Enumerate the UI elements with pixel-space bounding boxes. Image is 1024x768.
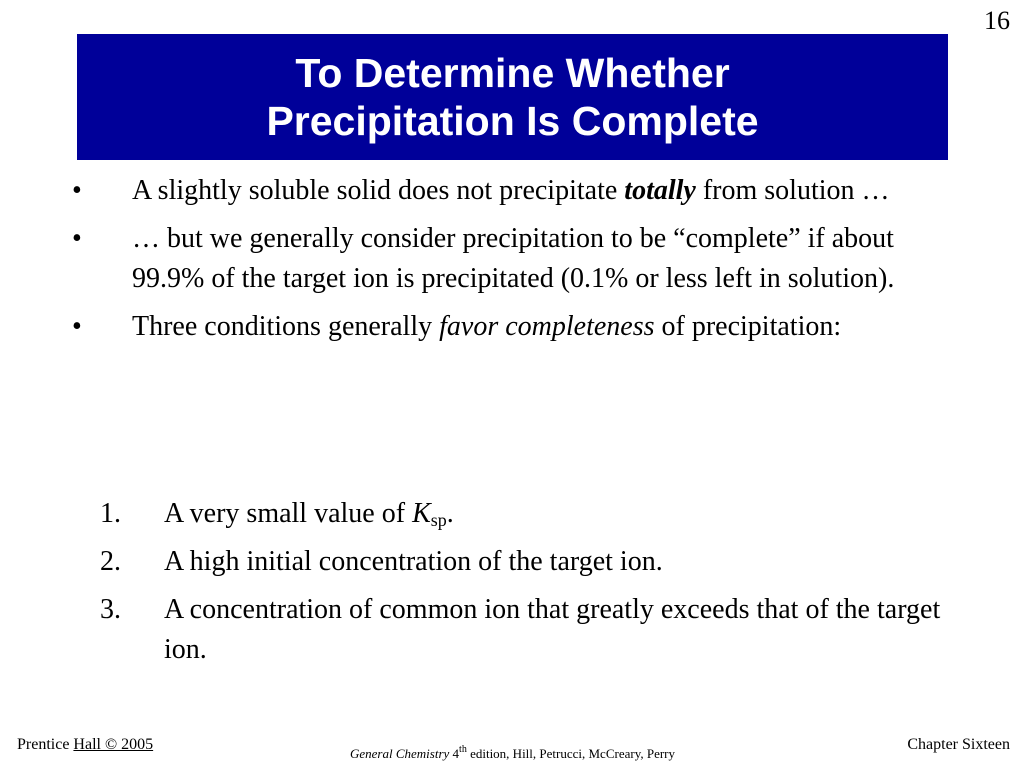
item-text-pre: A very small value of [164,498,413,529]
numbered-item [100,542,960,582]
footer-edition-suffix: th [459,744,467,755]
footer-publisher [17,736,153,754]
item-number: 2. [100,546,121,577]
bullet-emphasis: totally [624,175,696,206]
bullet-item [70,171,950,211]
slide-number: 16 [984,6,1010,35]
item-text: A high initial concentration of the target ion. [164,546,663,577]
footer-chapter: Chapter Sixteen [907,736,1010,753]
bullet-marker: • [72,223,82,254]
ksp-symbol: K [412,498,431,529]
item-number: 1. [100,498,121,529]
bullet-text-post: from solution … [695,175,890,206]
numbered-item [100,590,960,670]
bullet-item [70,219,950,299]
bullet-item [70,307,950,347]
item-text: A concentration of common ion that greatly exceeds that of the target ion. [164,594,941,665]
footer-book-title: General Chemistry [350,746,450,761]
footer-authors: edition, Hill, Petrucci, McCreary, Perry [466,746,676,761]
footer-copyright: Hall © 2005 [73,736,154,753]
item-text-post: . [446,498,454,529]
title-banner [77,34,948,160]
ksp-subscript: sp [430,510,447,530]
numbered-list [100,494,960,678]
bullet-list [70,171,950,355]
bullet-marker: • [72,175,82,206]
item-number: 3. [100,594,121,625]
bullet-text: … but we generally consider precipitation to be “complete” if about 99.9% of the target ion is precipitated (0.1% or less left in solution). [132,223,895,294]
numbered-item [100,494,960,534]
bullet-text [132,171,950,211]
footer-book-info [350,746,675,762]
bullet-text-post: of precipitation: [654,311,842,342]
bullet-text-pre: Three conditions generally [132,311,440,342]
footer-edition-number: 4 [449,746,460,761]
bullet-marker: • [72,311,82,342]
footer-publisher-pre: Prentice [17,736,74,753]
title-line-2: Precipitation Is Complete [266,98,759,144]
bullet-text [132,307,950,347]
item-text [164,494,960,534]
bullet-text-pre: A slightly soluble solid does not precipitate [132,175,625,206]
bullet-emphasis: favor completeness [439,311,655,342]
title-line-1: To Determine Whether [295,50,730,96]
